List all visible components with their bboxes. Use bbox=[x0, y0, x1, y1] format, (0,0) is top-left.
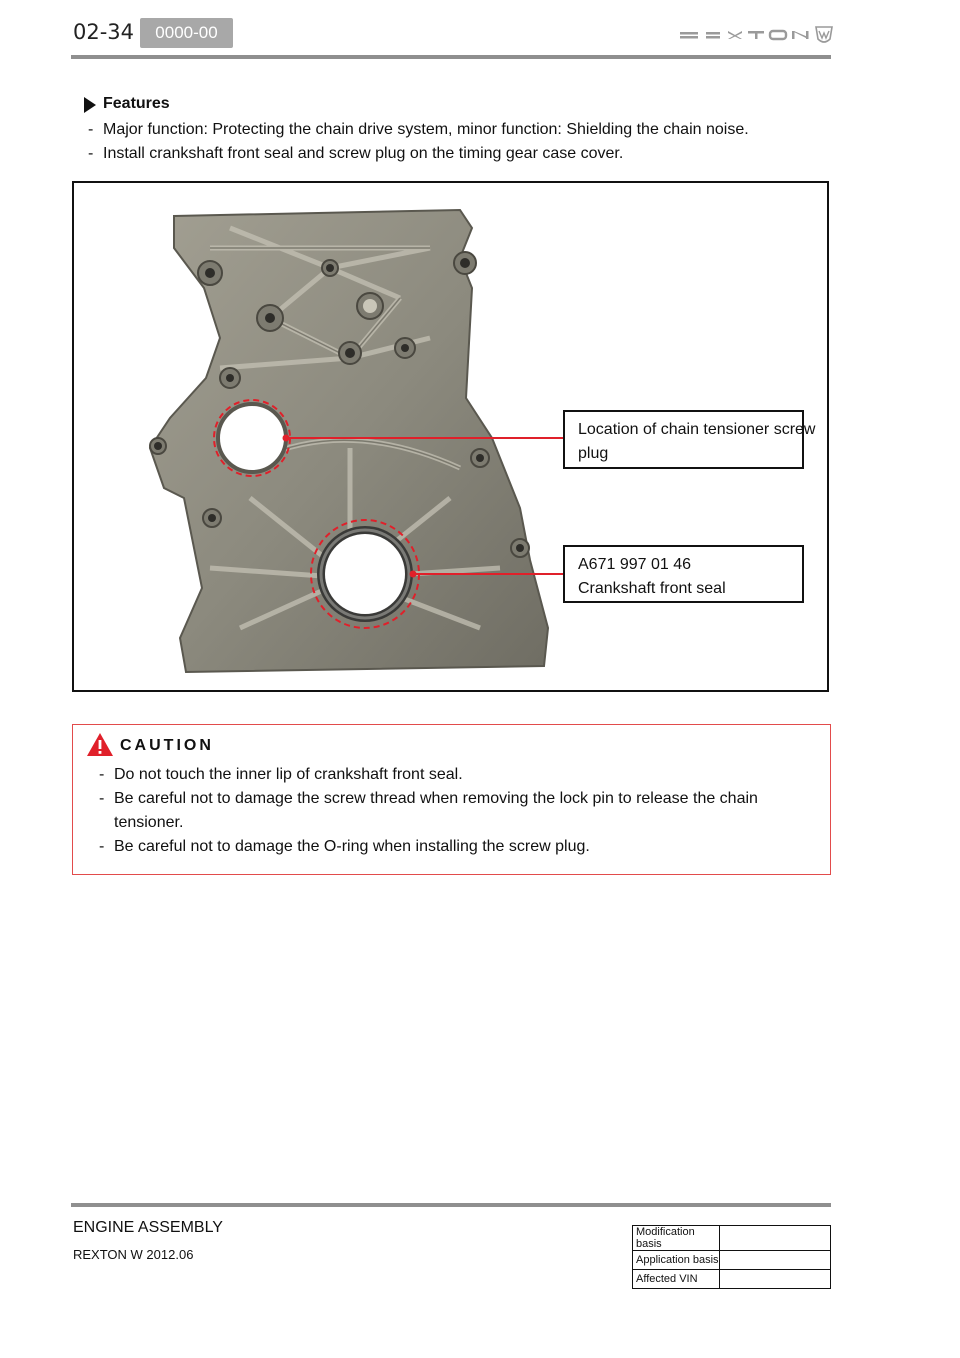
table-value bbox=[720, 1251, 831, 1270]
table-label: Affected VIN bbox=[633, 1270, 720, 1289]
page-number: 02-34 bbox=[73, 20, 135, 44]
rexton-logo bbox=[676, 24, 836, 46]
warning-icon bbox=[86, 732, 114, 757]
table-value bbox=[720, 1270, 831, 1289]
caution-item: - Be careful not to damage the screw thread when removing the lock pin to release the chain tensioner. bbox=[99, 790, 758, 831]
table-row bbox=[633, 1251, 831, 1270]
header-rule bbox=[71, 55, 831, 59]
footer-section-title: ENGINE ASSEMBLY bbox=[73, 1219, 223, 1236]
triangle-bullet-icon bbox=[84, 97, 96, 113]
features-title: Features bbox=[103, 95, 170, 112]
caution-item: - Be careful not to damage the O-ring when installing the screw plug. bbox=[99, 838, 590, 855]
timing-case-cover-photo bbox=[100, 188, 588, 688]
callout-crankshaft-seal: A671 997 01 46 Crankshaft front seal bbox=[563, 545, 804, 603]
revision-info-table bbox=[632, 1225, 831, 1289]
table-row bbox=[633, 1270, 831, 1289]
table-row bbox=[633, 1226, 831, 1251]
caution-item: - Do not touch the inner lip of crankshaft front seal. bbox=[99, 766, 463, 783]
caution-title: CAUTION bbox=[120, 737, 214, 754]
table-value bbox=[720, 1226, 831, 1251]
feature-item: - Install crankshaft front seal and screw plug on the timing gear case cover. bbox=[88, 145, 624, 162]
table-label: Modification basis bbox=[633, 1226, 720, 1251]
callout-tensioner-plug: Location of chain tensioner screw plug bbox=[563, 410, 804, 469]
section-code-badge: 0000-00 bbox=[140, 18, 233, 48]
footer-rule bbox=[71, 1203, 831, 1207]
table-label: Application basis bbox=[633, 1251, 720, 1270]
footer-model: REXTON W 2012.06 bbox=[73, 1247, 194, 1262]
feature-item: - Major function: Protecting the chain drive system, minor function: Shielding the chain noise. bbox=[88, 121, 749, 138]
